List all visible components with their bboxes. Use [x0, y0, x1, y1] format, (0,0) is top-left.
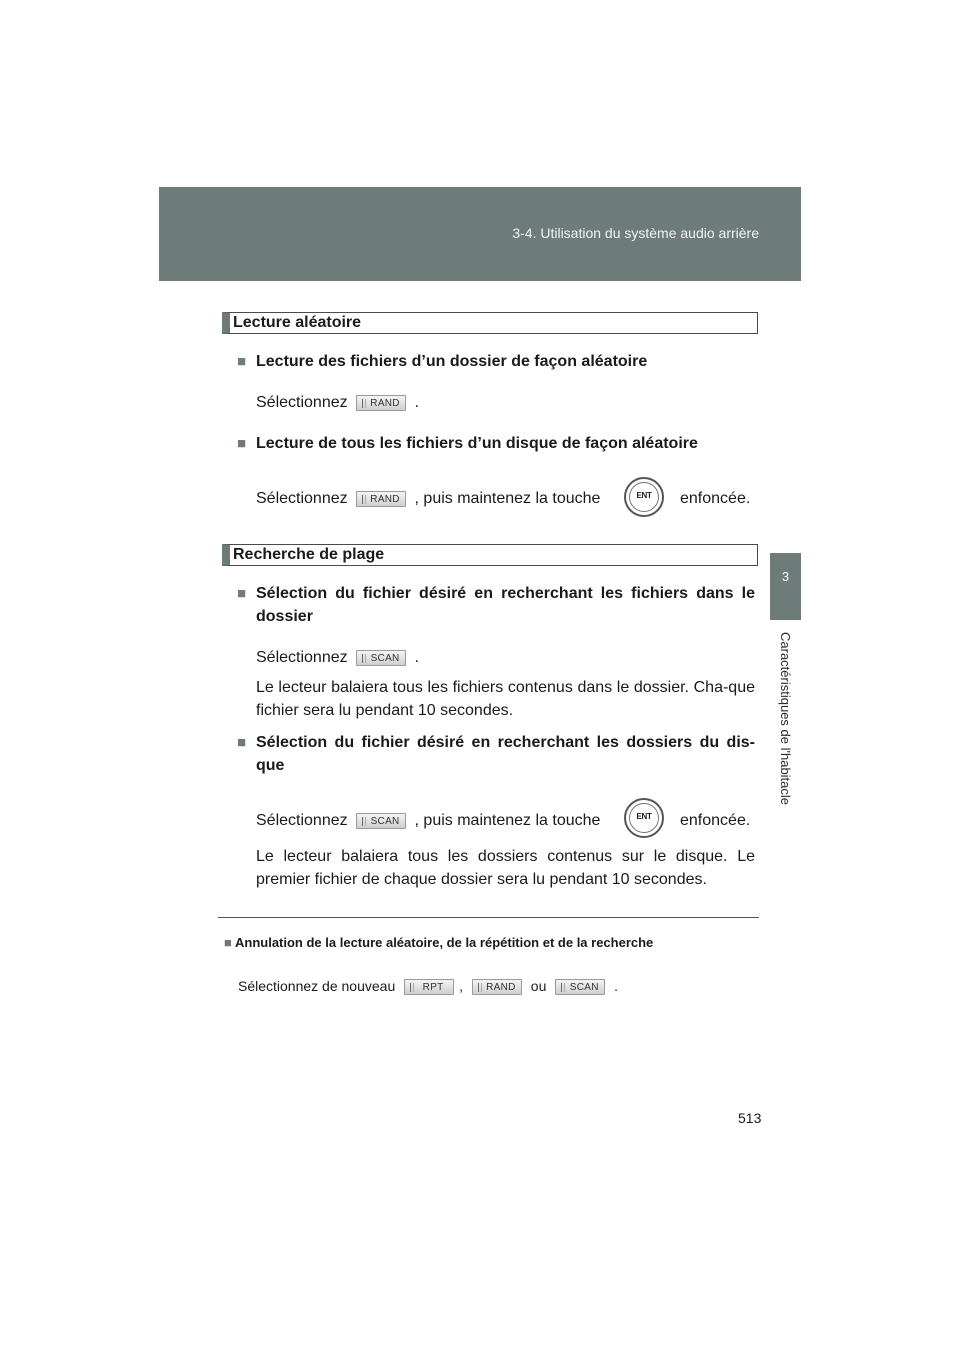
button-tick-icon: [362, 654, 366, 663]
button-label: RAND: [370, 397, 400, 409]
button-label: SCAN: [370, 815, 400, 827]
scan-button[interactable]: [555, 979, 605, 995]
button-tick-icon: [410, 983, 414, 992]
bullet-square-icon: ■: [224, 935, 232, 950]
instruction-text: Sélectionnez: [256, 649, 348, 666]
button-label: RPT: [422, 982, 444, 994]
chapter-label: Caractéristiques de l'habitacle: [778, 632, 793, 806]
note-title-text: Annulation de la lecture aléatoire, de la répétition et de la recherche: [235, 935, 654, 950]
divider: [218, 917, 759, 918]
subheading-text: Lecture de tous les fichiers d’un disque de façon aléatoire: [256, 435, 698, 452]
section-title-random-play: Lecture aléatoire: [222, 312, 758, 334]
button-tick-icon: [561, 983, 565, 992]
description-paragraph: Le lecteur balaiera tous les fichiers contenus dans le dossier. Cha-que fichier sera lu pendant 10 secondes.: [256, 679, 755, 719]
button-tick-icon: [362, 495, 366, 504]
rand-button[interactable]: [356, 491, 406, 507]
button-label: SCAN: [370, 652, 400, 664]
bullet-square-icon: ■: [237, 435, 247, 452]
chapter-tab: [770, 553, 801, 620]
section-title-track-search: Recherche de plage: [222, 544, 758, 566]
page-number: 513: [738, 1110, 762, 1126]
separator: ,: [459, 978, 464, 994]
ent-knob-icon[interactable]: [624, 798, 664, 838]
rpt-button[interactable]: [404, 979, 454, 995]
note-instruction: [238, 976, 618, 996]
subheading-scan-files: [237, 582, 755, 628]
instruction-line: [256, 391, 755, 414]
instruction-text: Sélectionnez: [256, 394, 348, 411]
note-title: [224, 935, 653, 950]
description-paragraph: Le lecteur balaiera tous les dossiers contenus sur le disque. Le premier fichier de chaque dossier sera lu pendant 10 secondes.: [256, 848, 755, 888]
knob-label: ENT: [636, 491, 652, 500]
separator: ou: [530, 978, 547, 994]
knob-label: ENT: [636, 812, 652, 821]
breadcrumb: 3-4. Utilisation du système audio arrière: [512, 225, 759, 241]
instruction-text: Sélectionnez: [256, 490, 348, 507]
button-label: SCAN: [569, 982, 599, 994]
rand-button[interactable]: [472, 979, 522, 995]
subheading-random-disc: [237, 432, 755, 455]
instruction-end: .: [414, 649, 419, 666]
bullet-square-icon: ■: [237, 734, 247, 751]
subheading-text: Sélection du fichier désiré en recherchant les dossiers du dis-que: [256, 734, 755, 774]
subheading-text: Lecture des fichiers d’un dossier de façon aléatoire: [256, 353, 648, 370]
bullet-square-icon: ■: [237, 353, 247, 370]
bullet-square-icon: ■: [237, 585, 247, 602]
chapter-number: 3: [781, 569, 790, 584]
instruction-text: Sélectionnez: [256, 812, 348, 829]
instruction-end: enfoncée.: [680, 812, 751, 829]
button-tick-icon: [362, 399, 366, 408]
button-label: RAND: [370, 493, 400, 505]
instruction-end: .: [414, 394, 419, 411]
header-band: [159, 187, 801, 281]
subheading-scan-folders: [237, 731, 755, 777]
subheading-random-folder: [237, 350, 755, 373]
instruction-text: , puis maintenez la touche: [414, 490, 601, 507]
rand-button[interactable]: [356, 395, 406, 411]
instruction-end: .: [614, 978, 619, 994]
instruction-text: Sélectionnez de nouveau: [238, 978, 396, 994]
scan-button[interactable]: [356, 650, 406, 666]
ent-knob-icon[interactable]: [624, 477, 664, 517]
instruction-end: enfoncée.: [680, 490, 751, 507]
instruction-text: , puis maintenez la touche: [414, 812, 601, 829]
subheading-text: Sélection du fichier désiré en recherchant les fichiers dans le dossier: [256, 585, 755, 625]
button-tick-icon: [362, 817, 366, 826]
button-tick-icon: [478, 983, 482, 992]
scan-button[interactable]: [356, 813, 406, 829]
instruction-line: [256, 646, 755, 669]
button-label: RAND: [486, 982, 516, 994]
